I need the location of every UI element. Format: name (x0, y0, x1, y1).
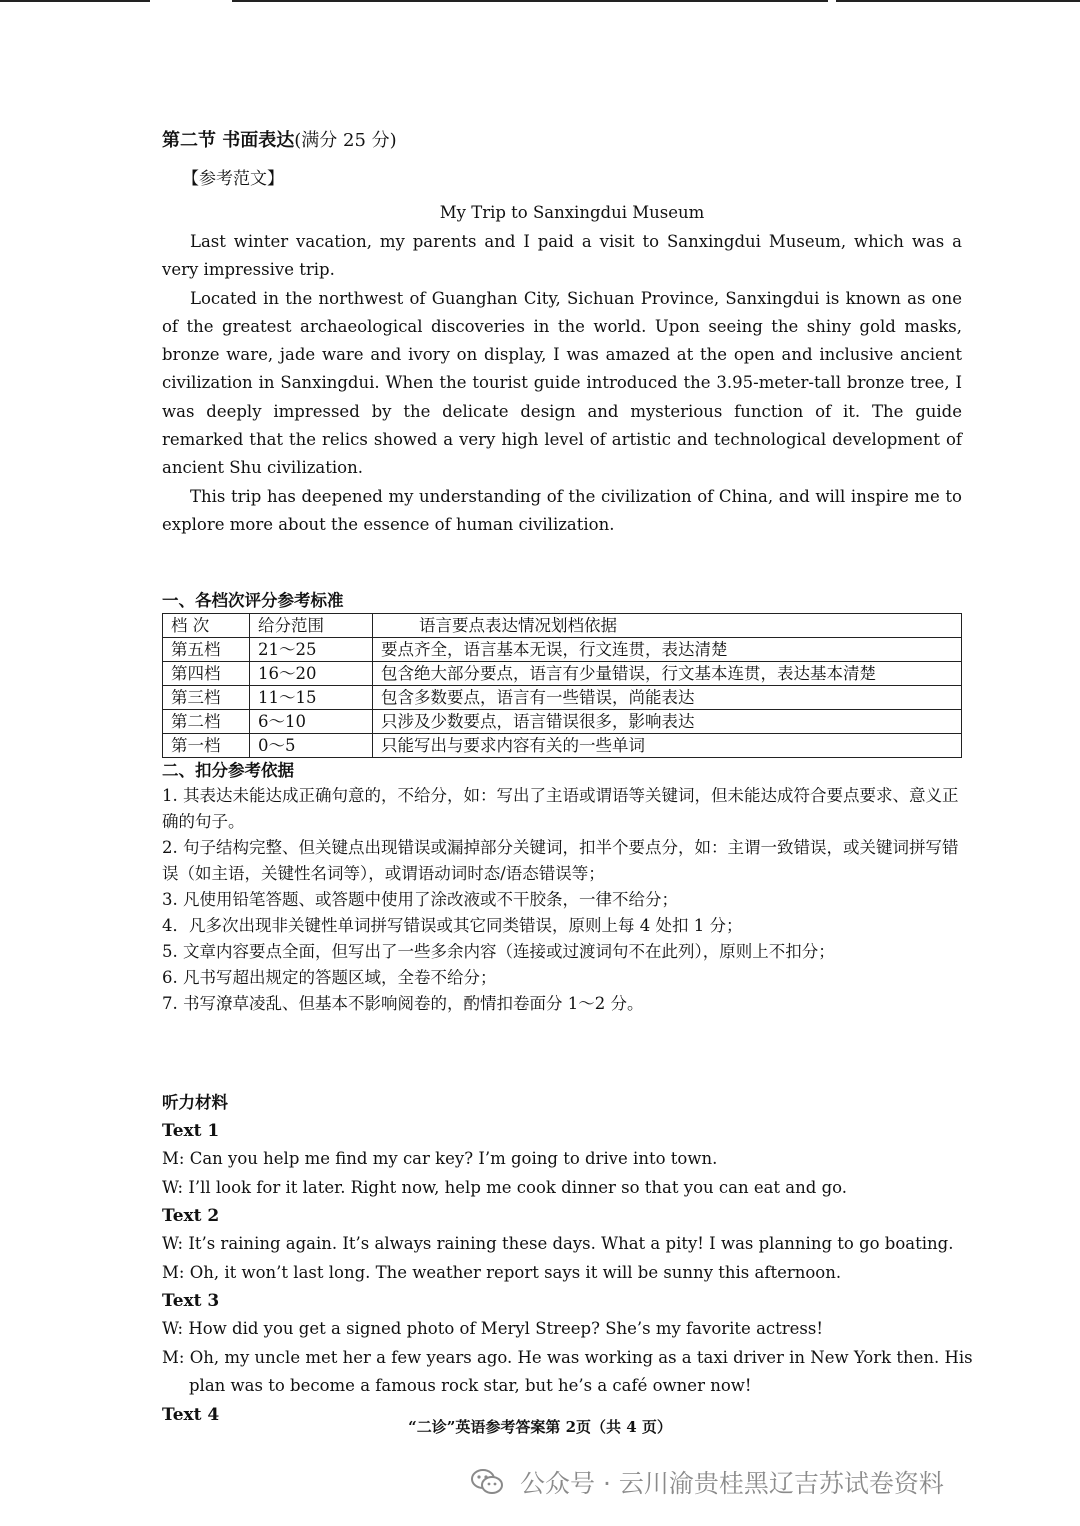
section-title (162, 128, 962, 154)
grading-heading: 一、各档次评分参考标准 (162, 591, 344, 611)
table-row (163, 662, 962, 686)
dialogue-line: W: How did you get a signed photo of Meryl Streep? She’s my favorite actress! (162, 1319, 823, 1339)
deduction-item: 5. 文章内容要点全面，但写出了一些多余内容（连接或过渡词句不在此列），原则上不扣分； (162, 942, 835, 962)
table-cell: 11～15 (250, 686, 373, 710)
table-cell: 第二档 (163, 710, 250, 734)
header-cell: 给分范围 (250, 614, 373, 638)
deduction-item: 2. 句子结构完整、但关键点出现错误或漏掉部分关键词，扣半个要点分，如：主谓一致错误，或关键词拼写错误（如主语，关键性名词等），或谓语动词时态/语态错误等； (162, 838, 959, 884)
deduction-item: 6. 凡书写超出规定的答题区域，全卷不给分； (162, 968, 497, 988)
watermark-text: 公众号 · 云川渝贵桂黑辽吉苏试卷资料 (520, 1469, 944, 1498)
deduction-item: 4．凡多次出现非关键性单词拼写错误或其它同类错误，原则上每 4 处扣 1 分； (162, 916, 743, 936)
header-cell: 档 次 (163, 614, 250, 638)
dialogue-line: M: Oh, it won’t last long. The weather report says it will be sunny this afternoon. (162, 1262, 842, 1282)
top-border (0, 0, 1080, 3)
essay-paragraph: Located in the northwest of Guanghan City, Sichuan Province, Sanxingdui is known as one of the greatest archaeological discoveries in the world. Upon seeing the shiny gold masks, bronze ware, jade ware and ivory on display, I was amazed at the open and inclusive ancient civilization in Sanxingdui. When the tourist guide introduced the 3.95-meter-tall bronze tree, I was deeply impressed by the delicate design and mysterious function of it. The guide remarked that the relics showed a very high level of artistic and technological development of ancient Shu civilization. (162, 288, 962, 478)
text-label: Text 1 (162, 1121, 220, 1142)
table-row (163, 710, 962, 734)
grading-table (162, 613, 962, 758)
reference-label: 【参考范文】 (182, 169, 284, 189)
essay (162, 228, 962, 539)
table-cell: 21～25 (250, 638, 373, 662)
listening-heading: 听力材料 (162, 1093, 228, 1113)
essay-title: My Trip to Sanxingdui Museum (439, 203, 705, 222)
table-cell: 0～5 (250, 734, 373, 758)
dialogue-line: W: It’s raining again. It’s always raining these days. What a pity! I was planning to go boating. (162, 1234, 954, 1254)
table-cell: 第五档 (163, 638, 250, 662)
table-cell: 只能写出与要求内容有关的一些单词 (373, 734, 962, 758)
top-rule-middle (232, 0, 828, 2)
deductions-heading: 二、扣分参考依据 (162, 761, 294, 781)
table-cell: 第三档 (163, 686, 250, 710)
table-cell: 第四档 (163, 662, 250, 686)
dialogue-line: plan was to become a famous rock star, but he’s a café owner now! (189, 1376, 752, 1396)
text-label: Text 3 (162, 1291, 220, 1312)
deduction-item: 7. 书写潦草凌乱、但基本不影响阅卷的，酌情扣卷面分 1～2 分。 (162, 994, 644, 1014)
dialogue-line: W: I’ll look for it later. Right now, help me cook dinner so that you can eat and go. (162, 1177, 848, 1197)
header-cell: 语言要点表达情况划档依据 (373, 614, 962, 638)
table-cell: 16～20 (250, 662, 373, 686)
essay-paragraph: Last winter vacation, my parents and I paid a visit to Sanxingdui Museum, which was a very impressive trip. (162, 232, 962, 280)
deduction-item: 3. 凡使用铅笔答题、或答题中使用了涂改液或不干胶条，一律不给分； (162, 890, 678, 910)
section-score-note: (满分 25 分) (294, 130, 397, 151)
top-rule-right (836, 0, 1080, 2)
table-row (163, 734, 962, 758)
table-cell: 第一档 (163, 734, 250, 758)
section-title-text: 第二节 书面表达 (162, 130, 295, 151)
top-rule-left (0, 0, 150, 2)
dialogue-line: M: Can you help me find my car key? I’m going to drive into town. (162, 1149, 718, 1169)
table-cell: 6～10 (250, 710, 373, 734)
page-footer: “二诊”英语参考答案第 2页（共 4 页） (408, 1418, 672, 1436)
listening-section (162, 1089, 973, 1429)
watermark (470, 1462, 944, 1502)
text-label: Text 2 (162, 1206, 220, 1227)
deduction-item: 1. 其表达未能达成正确句意的，不给分，如：写出了主语或谓语等关键词，但未能达成符合要点要求、意义正确的句子。 (162, 786, 959, 832)
table-cell: 只涉及少数要点，语言错误很多，影响表达 (373, 710, 962, 734)
table-cell: 包含多数要点，语言有一些错误，尚能表达 (373, 686, 962, 710)
table-row (163, 686, 962, 710)
wechat-icon (470, 1467, 504, 1497)
dialogue-line: M: Oh, my uncle met her a few years ago. He was working as a taxi driver in New York then. His (162, 1347, 973, 1367)
document-body (162, 128, 973, 1429)
table-cell: 要点齐全，语言基本无误，行文连贯，表达清楚 (373, 638, 962, 662)
table-row (163, 638, 962, 662)
deduction-list (162, 783, 962, 1017)
text-label: Text 4 (162, 1404, 220, 1425)
essay-paragraph: This trip has deepened my understanding of the civilization of China, and will inspire me to explore more about the essence of human civilization. (162, 486, 962, 534)
table-header-row (163, 614, 962, 638)
table-cell: 包含绝大部分要点，语言有少量错误，行文基本连贯，表达基本清楚 (373, 662, 962, 686)
